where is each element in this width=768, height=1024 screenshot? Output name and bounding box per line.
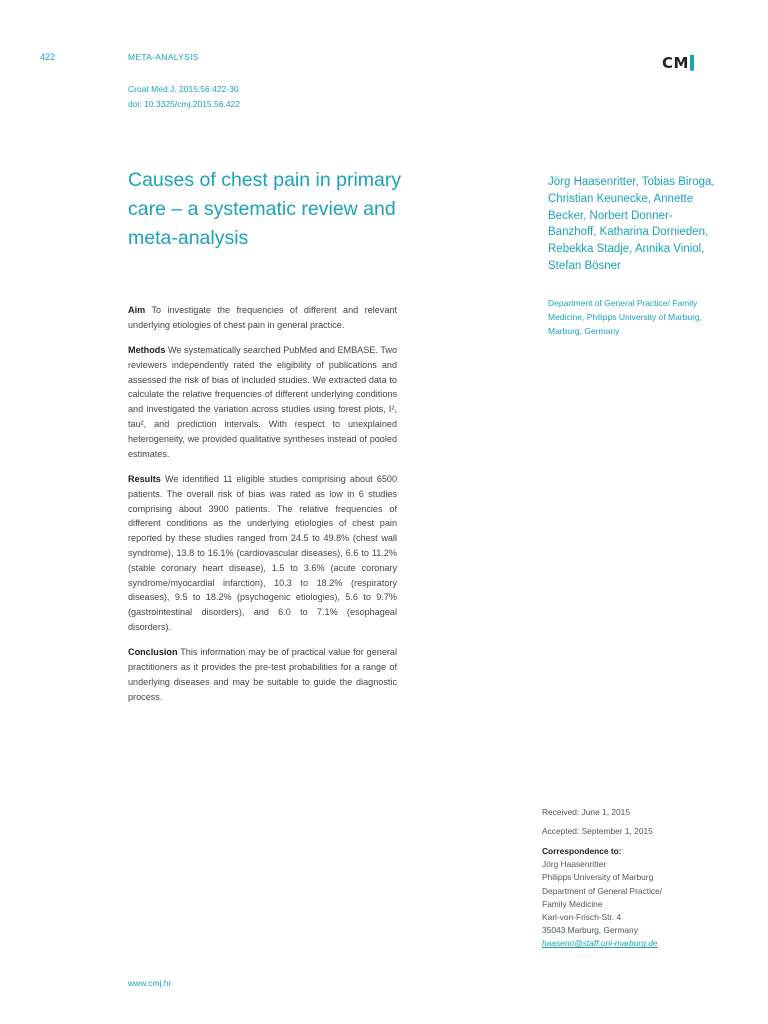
correspondence-block: [542, 845, 662, 951]
article-dates: [542, 806, 653, 845]
correspondence-institution: Philipps University of Marburg: [542, 872, 654, 883]
correspondence-heading: Correspondence to:: [542, 846, 622, 856]
footer-website-link[interactable]: www.cmj.hr: [128, 978, 172, 988]
conclusion-text: This information may be of practical value for general practitioners as it provides the pre-test probabilities for a range of underlying diseases and may be suitable to guide the diagnostic process.: [128, 647, 397, 702]
results-heading: Results: [128, 473, 161, 484]
abstract-conclusion: [128, 645, 397, 704]
abstract-results: [128, 472, 397, 635]
author-affiliation: Department of General Practice/ Family Medicine, Philipps University of Marburg, Marburg, Germany: [548, 298, 703, 336]
citation-block: [128, 82, 240, 112]
received-date: Received: June 1, 2015: [542, 807, 630, 817]
methods-heading: Methods: [128, 345, 166, 356]
aim-text: To investigate the frequencies of different and relevant underlying etiologies of chest pain in general practice.: [128, 305, 397, 330]
author-list: Jörg Haasenritter, Tobias Biroga, Christian Keunecke, Annette Becker, Norbert Donner-Banzhoff, Katharina Dornieden, Rebekka Stadje, Annika Viniol, Stefan Bösner: [548, 176, 715, 272]
journal-logo: [662, 54, 694, 72]
accepted-date: Accepted: September 1, 2015: [542, 826, 653, 837]
correspondence-email-link[interactable]: haasenri@staff.uni-marburg.de: [542, 938, 658, 949]
correspondence-street: Karl-von-Frisch-Str. 4: [542, 912, 622, 923]
logo-mark-icon: [690, 55, 694, 71]
article-title: Causes of chest pain in primary care – a systematic review and meta-analysis: [128, 169, 402, 249]
correspondence-department-2: Family Medicine: [542, 898, 603, 909]
doi-link[interactable]: doi: 10.3325/cmj.2015.56.422: [128, 99, 241, 109]
journal-citation: Croat Med J. 2015;56:422-30: [128, 84, 239, 94]
section-label: META-ANALYSIS: [128, 52, 199, 62]
abstract: [128, 303, 397, 715]
results-text: We identified 11 eligible studies comprising about 6500 patients. The overall risk of bias was rated as low in 6 studies comprising about 3900 patients. The relative frequencies of different conditions as the underlying etiologies of chest pain reported by these studies ranged from 24.5 to 49.8% (chest wall syndrome), 13.8 to 16.1% (cardiovascular diseases), 6.6 to 11.2% (stable coronary heart disease), 1.5 to 3.6% (acute coronary syndrome/myocardial infarction), 10.3 to 18.2% (respiratory diseases), 9.5 to 18.2% (psychogenic etiologies), 5.6 to 9.7% (gastrointestinal disorders), and 6.0 to 7.1% (esophageal disorders).: [128, 473, 397, 632]
conclusion-heading: Conclusion: [128, 647, 178, 658]
abstract-methods: [128, 343, 397, 461]
correspondence-city: 35043 Marburg, Germany: [542, 925, 638, 936]
correspondence-department: Department of General Practice/: [542, 885, 663, 896]
abstract-aim: [128, 303, 397, 333]
page-number: 422: [40, 52, 56, 62]
logo-text: CM: [662, 54, 689, 72]
methods-text: We systematically searched PubMed and EMBASE. Two reviewers independently rated the eligibility of publications and assessed the risk of bias of included studies. We extracted data to calculate the relative frequencies of different underlying conditions and investigated the variation across studies using forest plots, I², tau², and prediction intervals. With respect to unexplained heterogeneity, we provided qualitative syntheses instead of pooled estimates.: [128, 345, 397, 459]
aim-heading: Aim: [128, 305, 146, 315]
correspondence-name: Jörg Haasenritter: [542, 859, 607, 870]
